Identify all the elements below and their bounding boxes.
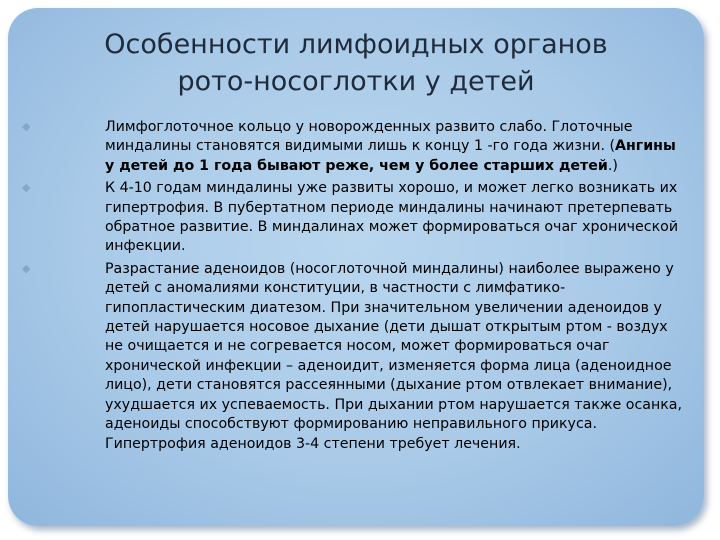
list-item xyxy=(22,179,687,257)
slide-title xyxy=(48,26,664,100)
bullet-list xyxy=(22,118,687,457)
list-item xyxy=(22,118,687,176)
list-item xyxy=(22,260,687,454)
bullet-2-text: К 4-10 годам миндалины уже развиты хорошо, и может легко возникать их гипертрофия. В пубертатном периоде миндалины начинают претерпевать обратное развитие. В миндалинах может формироваться очаг хронической инфекции. xyxy=(105,180,679,255)
bullet-1-bold-text: Ангины у детей до 1 года бывают реже, чем у более старших детей xyxy=(105,138,676,174)
diamond-bullet-icon: ◆ xyxy=(22,181,31,195)
bullet-1-text-b: .) xyxy=(607,157,618,174)
bullet-1-text-a: Лимфоглоточное кольцо у новорожденных развито слабо. Глоточные миндалины становятся видимыми лишь к концу 1 -го года жизни. ( xyxy=(105,119,633,155)
title-line-2: рото-носоглотки у детей xyxy=(177,66,535,97)
content-panel xyxy=(8,8,704,526)
bullet-3-text: Разрастание аденоидов (носоглоточной миндалины) наиболее выражено у детей с аномалиями конституции, в частности с лимфатико-гипопластическим диатезом. При значительном увеличении аденоидов у детей нарушается носовое дыхание (дети дышат открытым ртом - воздух не очищается и не согревается носом, может формироваться очаг хронической инфекции – аденоидит, изменяется форма лица (аденоидное лицо), дети становятся рассеянными (дыхание ртом отвлекает внимание), ухудшается их успеваемость. При дыхании ртом нарушается также осанка, аденоиды способствуют формированию неправильного прикуса. Гипертрофия аденоидов 3-4 степени требует лечения. xyxy=(105,260,683,452)
diamond-bullet-icon: ◆ xyxy=(22,261,31,275)
diamond-bullet-icon: ◆ xyxy=(22,120,31,133)
title-line-1: Особенности лимфоидных органов xyxy=(104,29,608,60)
